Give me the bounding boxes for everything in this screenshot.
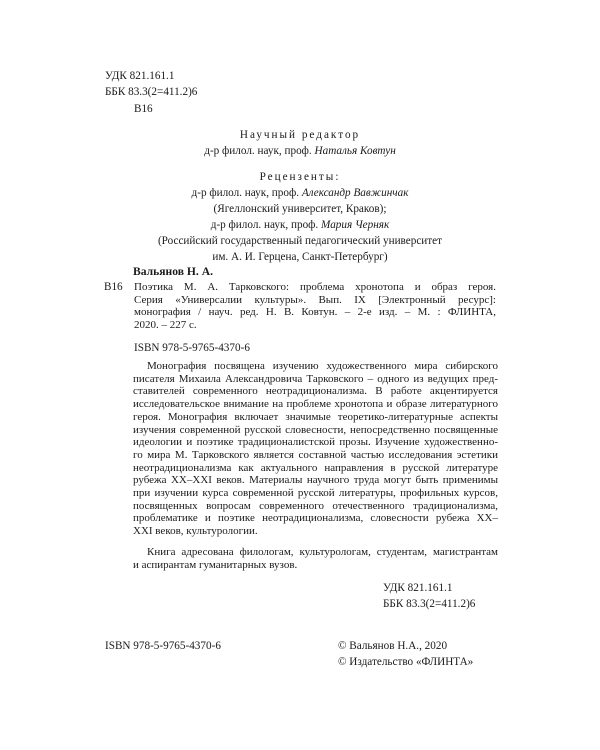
biblio-author: Вальянов Н. А. (133, 265, 213, 278)
bbk-top: ББК 83.3(2=411.2)6 (105, 86, 198, 98)
editor-heading: Научный редактор (239, 129, 361, 141)
annotation-line: исследовательское внимание на проблеме хронотопа и образе литературного (133, 398, 498, 411)
reviewer-1-name: Александр Вавжинчак (301, 187, 409, 199)
bbk-bottom: ББК 83.3(2=411.2)6 (383, 598, 476, 610)
editor-line (150, 146, 450, 157)
annotation-line: изучения современной русской словесности, непосредственно посвященные (133, 423, 498, 436)
biblio-line: Серия «Универсалии культуры». Вып. IX [Электронный ресурс]: (134, 293, 496, 306)
udk-bottom: УДК 821.161.1 (383, 582, 453, 594)
reviewer-1-credentials: д-р филол. наук, проф. (191, 187, 302, 199)
udk-top: УДК 821.161.1 (105, 70, 175, 82)
reviewer-2-affiliation-2: им. А. И. Герцена, Санкт-Петербург) (212, 251, 388, 263)
biblio-line: 2020. – 227 с. (134, 319, 197, 332)
biblio-line: монография / науч. ред. Н. В. Ковтун. – 2-е изд. – М. : ФЛИНТА, (134, 306, 496, 319)
reviewer-1-affiliation: (Ягеллонский университет, Краков); (213, 203, 387, 215)
annotation-paragraph-1 (133, 360, 498, 538)
footer-isbn: ISBN 978-5-9765-4370-6 (105, 640, 221, 652)
annotation-line: неотрадиционализма как актуального направления в русской литературе (133, 461, 498, 474)
reviewer-2-line (120, 220, 480, 231)
annotation-line: героя. Монография включает значимые теоретико-литературные аспекты (133, 410, 498, 423)
annotation-line: и аспирантам гуманитарных вузов. (133, 558, 298, 571)
annotation-line: Монография посвящена изучению художественного мира сибирского (147, 360, 498, 372)
reviewer-1-line (120, 188, 480, 199)
reviewer-2-credentials: д-р филол. наук, проф. (210, 219, 322, 231)
biblio-line: Поэтика М. А. Тарковского: проблема хронотопа и образ героя. (134, 281, 496, 293)
annotation-line: Книга адресована филологам, культурологам, студентам, магистрантам (147, 546, 498, 558)
biblio-description (134, 281, 496, 332)
editor-name: Наталья Ковтун (314, 145, 396, 157)
biblio-isbn: ISBN 978-5-9765-4370-6 (134, 342, 250, 354)
annotation-line: XXI веков, культурологии. (133, 525, 258, 538)
annotation-line: рубежа XX–XXI веков. Материалы научного труда могут быть применимы (133, 474, 498, 487)
copyright-author: © Вальянов Н.А., 2020 (338, 640, 448, 652)
annotation-line: посвященных вопросам современного отечественного традиционализма, (133, 499, 498, 512)
reviewers-heading: Рецензенты: (259, 171, 341, 183)
reviewer-2-name: Мария Черняк (321, 219, 390, 231)
biblio-mark: В16 (104, 281, 123, 293)
annotation-line: проблематике и поэтике неотрадиционализма, словесности рубежа XX– (133, 512, 498, 525)
annotation-line: го мира М. Тарковского является составной частью исследования эстетики (133, 448, 498, 461)
reviewer-2-affiliation-1: (Российский государственный педагогический университет (157, 235, 443, 247)
annotation-paragraph-2 (133, 546, 498, 571)
author-mark-top: В16 (134, 103, 153, 115)
copyright-publisher: © Издательство «ФЛИНТА» (338, 656, 474, 668)
annotation-line: ставителей современного неотрадиционализма. В работе акцентируется (133, 385, 498, 398)
annotation-line: идеологии и поэтике традиционалистской прозы. Изучение художественно- (133, 436, 498, 449)
editor-credentials: д-р филол. наук, проф. (204, 145, 315, 157)
annotation-line: писателя Михаила Александровича Тарковского – одного из ведущих пред- (133, 372, 498, 385)
annotation-line: при изучении курса современной русской литературы, профильных курсов, (133, 487, 498, 500)
